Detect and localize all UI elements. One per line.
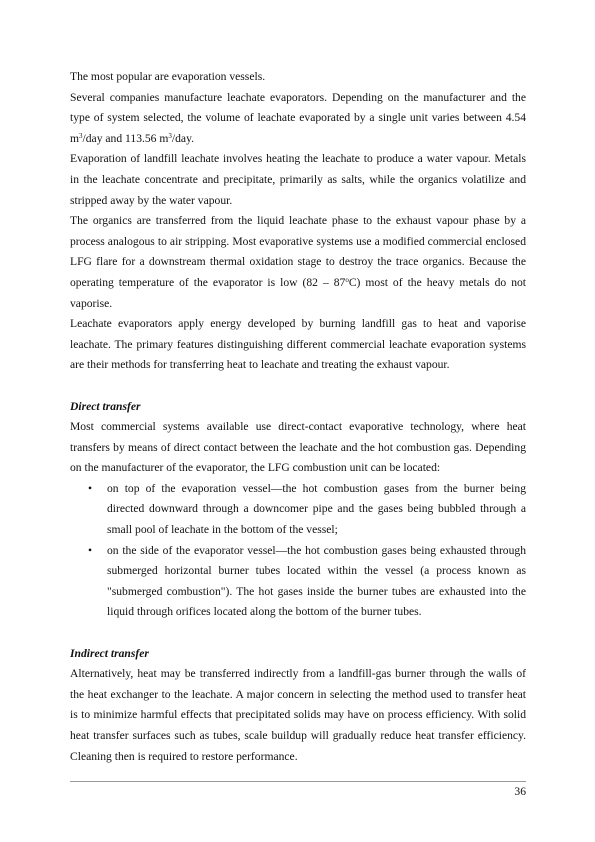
list-item-text: on top of the evaporation vessel—the hot combustion gases from the burner being directed downward through a downcomer pipe and the gases being bubbled through a small pool of leachate in the bottom of the vessel;	[107, 481, 526, 537]
body-text	[70, 67, 526, 767]
cubic-superscript: 3	[168, 131, 172, 140]
volume-text-middle: /day and 113.56 m	[82, 131, 169, 145]
paragraph-direct-transfer-intro: Most commercial systems available use direct-contact evaporative technology, where heat transfers by means of direct contact between the leachate and the hot combustion gas. Depending on the manufacturer of the evaporator, the LFG combustion unit can be located:	[70, 420, 526, 475]
bullet-icon: •	[88, 481, 93, 495]
list-item-text: on the side of the evaporator vessel—the hot combustion gases being exhausted through submerged horizontal burner tubes located within the vessel (a process known as "submerged combustion"). The hot gases inside the burner tubes are exhausted into the liquid through orifices located along the bottom of the burner tubes.	[107, 543, 526, 619]
paragraph-organics-transfer	[70, 211, 526, 314]
paragraph-evaporation-process: Evaporation of landfill leachate involves heating the leachate to produce a water vapour. Metals in the leachate concentrate and precipitate, primarily as salts, while the organics volatilize and stripped away by the water vapour.	[70, 152, 526, 207]
organics-text-start: The organics are transferred from the liquid leachate phase to the exhaust vapour phase by a process analogous to air stripping. Most evaporative systems use a modified commercial enclosed LFG flare for a downstream thermal oxidation stage to destroy the trace organics. Because the operating temperature of the evaporator is low (82 – 87	[70, 214, 526, 289]
section-spacer	[70, 623, 526, 644]
cubic-superscript: 3	[79, 131, 83, 140]
paragraph-evaporation-vessels: The most popular are evaporation vessels.	[70, 70, 266, 83]
heading-indirect-transfer: Indirect transfer	[70, 646, 149, 660]
degree-superscript: o	[345, 275, 349, 284]
organics-text-end: C) most of the heavy metals do not vaporise.	[70, 275, 527, 310]
page-number: 36	[514, 785, 526, 798]
paragraph-leachate-evaporators-volume	[70, 88, 526, 150]
paragraph-energy-application: Leachate evaporators apply energy developed by burning landfill gas to heat and vaporise leachate. The primary features distinguishing different commercial leachate evaporation systems are their methods for transferring heat to leachate and treating the exhaust vapour.	[70, 317, 526, 372]
footer-divider	[70, 781, 526, 782]
heading-direct-transfer: Direct transfer	[70, 399, 141, 413]
volume-text-end: /day.	[171, 131, 195, 145]
list-item	[88, 479, 526, 541]
bullet-icon: •	[88, 543, 93, 557]
volume-text-start: Several companies manufacture leachate evaporators. Depending on the manufacturer and the type of system selected, the volume of leachate evaporated by a single unit varies between 4.54 m	[70, 90, 526, 145]
paragraph-indirect-transfer: Alternatively, heat may be transferred indirectly from a landfill-gas burner through the walls of the heat exchanger to the leachate. A major concern in selecting the method used to transfer heat is to minimize harmful effects that precipitated solids may have on process efficiency. With solid heat transfer surfaces such as tubes, scale buildup will gradually reduce heat transfer efficiency. Cleaning then is required to restore performance.	[70, 667, 526, 763]
combustion-unit-location-list	[70, 479, 526, 623]
section-spacer	[70, 376, 526, 397]
list-item	[88, 541, 526, 623]
